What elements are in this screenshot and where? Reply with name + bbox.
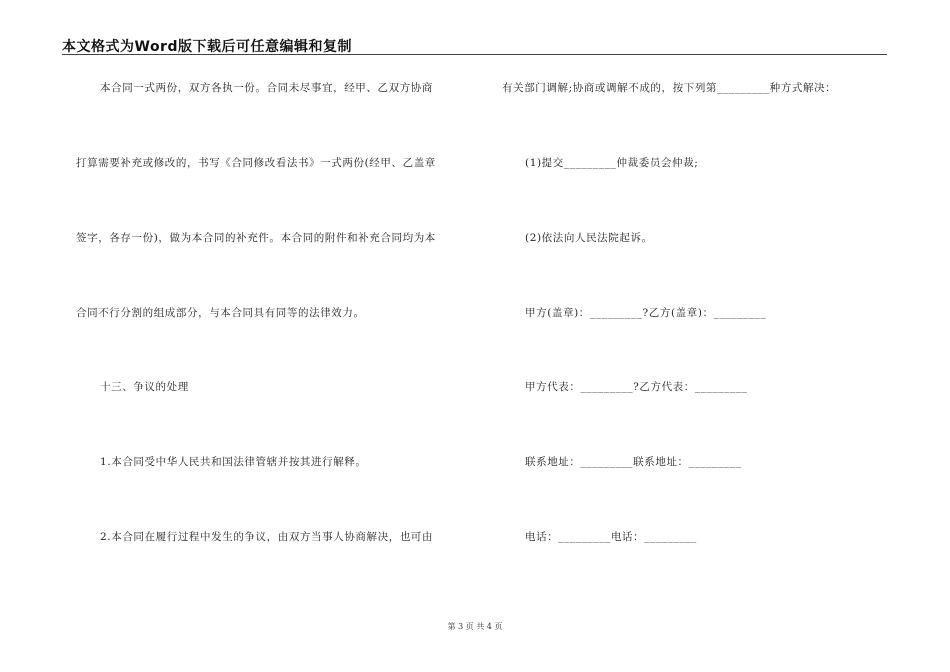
paragraph-line: 合同不行分割的组成部分，与本合同具有同等的法律效力。 <box>76 307 365 319</box>
header-divider <box>62 54 887 55</box>
paragraph-line: 2.本合同在履行过程中发生的争议，由双方当事人协商解决，也可由 <box>100 531 434 543</box>
paragraph-line: 本合同一式两份，双方各执一份。合同未尽事宜，经甲、乙双方协商 <box>100 82 433 94</box>
phone-line: 电话：_________电话：_________ <box>525 531 697 543</box>
option-line: (1)提交_________仲裁委员会仲裁; <box>525 157 699 169</box>
document-header-title: 本文格式为Word版下载后可任意编辑和复制 <box>62 39 352 55</box>
address-line: 联系地址：_________联系地址：_________ <box>525 456 742 468</box>
signature-line: 甲方(盖章)：_________?乙方(盖章)：_________ <box>525 307 767 319</box>
paragraph-line: 1.本合同受中华人民共和国法律管辖并按其进行解释。 <box>100 456 367 468</box>
paragraph-line: 签字，各存一份)，做为本合同的补充件。本合同的附件和补充合同均为本 <box>76 232 436 244</box>
paragraph-line: 有关部门调解;协商或调解不成的，按下列第_________种方式解决： <box>502 82 837 94</box>
option-line: (2)依法向人民法院起诉。 <box>525 232 653 244</box>
paragraph-line: 打算需要补充或修改的，书写《合同修改看法书》一式两份(经甲、乙盖章 <box>76 157 436 169</box>
page-number: 第 3 页 共 4 页 <box>447 622 503 631</box>
representative-line: 甲方代表：_________?乙方代表：_________ <box>525 381 748 393</box>
section-heading: 十三、争议的处理 <box>100 381 189 393</box>
